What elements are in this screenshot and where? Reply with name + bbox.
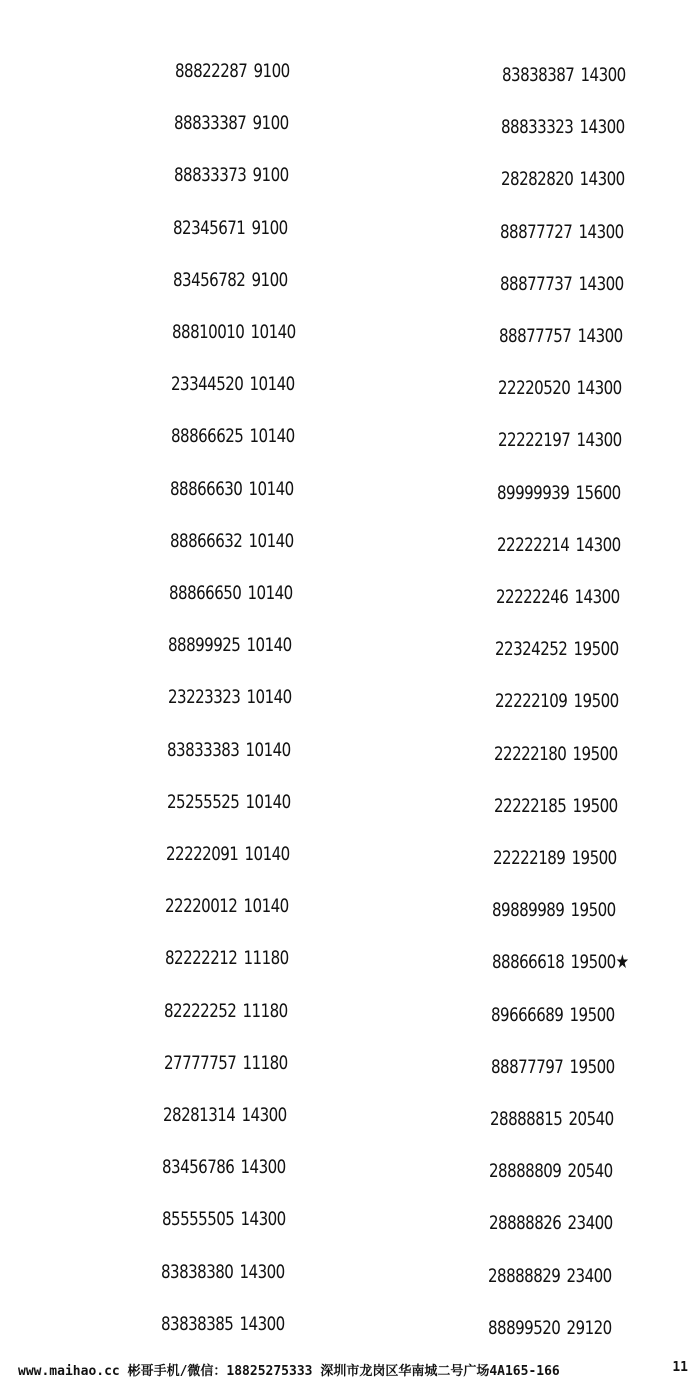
phone-number: 27777757 xyxy=(163,1051,236,1074)
number-price-row xyxy=(487,1316,612,1339)
phone-number: 28888826 xyxy=(488,1212,562,1235)
phone-number: 82345671 xyxy=(173,216,246,239)
phone-number: 88899520 xyxy=(487,1316,560,1339)
phone-number: 22222109 xyxy=(494,690,568,713)
phone-number: 22222185 xyxy=(493,794,566,817)
number-price-row xyxy=(171,427,295,446)
number-price-row xyxy=(165,897,289,916)
price-value: 9100 xyxy=(253,60,290,82)
phone-number: 22222180 xyxy=(494,742,567,765)
number-price-row xyxy=(496,588,620,607)
price-value: 10140 xyxy=(249,425,295,448)
phone-number: 88866650 xyxy=(169,582,242,604)
number-price-row xyxy=(501,118,625,137)
number-price-row xyxy=(175,62,290,81)
price-value: 11180 xyxy=(242,999,288,1022)
phone-number: 83838380 xyxy=(161,1260,234,1283)
price-value: 15600 xyxy=(575,481,621,504)
number-price-row xyxy=(163,1106,287,1125)
number-price-row xyxy=(163,1051,288,1074)
phone-number: 89999939 xyxy=(497,481,570,504)
price-value: 23400 xyxy=(566,1264,612,1287)
number-price-row xyxy=(494,742,618,765)
phone-number: 22222197 xyxy=(497,429,571,452)
number-price-row xyxy=(493,794,618,817)
number-price-row xyxy=(502,66,626,85)
number-price-row xyxy=(493,849,617,868)
price-value: 20540 xyxy=(568,1108,614,1130)
price-value: 14300 xyxy=(580,64,626,86)
phone-number: 83838387 xyxy=(502,64,575,86)
number-price-row xyxy=(169,584,293,603)
number-price-row xyxy=(160,1312,285,1335)
price-value: 14300 xyxy=(240,1156,287,1179)
phone-number: 88833373 xyxy=(173,164,247,187)
price-value: 14300 xyxy=(579,116,626,139)
price-value: 14300 xyxy=(239,1312,285,1335)
number-price-row xyxy=(174,166,289,185)
price-value: 14300 xyxy=(241,1104,287,1126)
number-price-row xyxy=(501,170,625,189)
number-price-row xyxy=(173,216,288,239)
phone-number: 88877727 xyxy=(500,220,573,243)
number-price-row xyxy=(174,114,289,133)
phone-number: 88866625 xyxy=(170,425,244,448)
price-value: 14300 xyxy=(240,1208,286,1231)
price-value: 14300 xyxy=(574,586,620,608)
number-price-row xyxy=(161,1260,285,1283)
price-value: 29120 xyxy=(566,1316,612,1339)
phone-number: 88877737 xyxy=(499,272,572,295)
phone-number: 83833383 xyxy=(167,738,240,761)
number-price-row xyxy=(492,953,629,972)
price-value: 9100 xyxy=(252,164,289,187)
number-price-row xyxy=(168,636,292,655)
price-value: 14300 xyxy=(578,272,624,295)
price-value: 10140 xyxy=(246,686,292,709)
phone-number: 88833387 xyxy=(174,112,247,135)
price-value: 19500 xyxy=(571,847,617,869)
footer-contact-text: www.maihao.cc 彬哥手机/微信：18825275333 深圳市龙岗区华南城二号广场4A165-166 xyxy=(18,1364,560,1379)
number-price-row xyxy=(172,268,288,291)
phone-number: 22220520 xyxy=(498,377,571,400)
phone-number: 83838385 xyxy=(160,1312,233,1335)
number-price-row xyxy=(498,431,622,450)
price-value: 10140 xyxy=(244,843,290,865)
price-value: 10140 xyxy=(249,373,296,396)
price-value: 14300 xyxy=(239,1260,285,1283)
phone-number: 88810010 xyxy=(172,321,245,343)
phone-number: 88899925 xyxy=(168,634,241,657)
price-value: 11180 xyxy=(242,1051,288,1074)
number-price-row xyxy=(488,1264,612,1287)
phone-number: 82222252 xyxy=(164,999,237,1022)
number-price-row xyxy=(171,375,295,394)
phone-number: 22220012 xyxy=(165,895,238,918)
phone-number: 25255525 xyxy=(166,790,239,813)
price-value: 10140 xyxy=(245,738,291,761)
price-value: 9100 xyxy=(252,112,290,135)
price-value: 19500 xyxy=(569,1003,615,1026)
number-price-row xyxy=(169,529,294,552)
price-value: 10140 xyxy=(246,634,293,657)
price-value: 14300 xyxy=(578,220,624,243)
number-price-row xyxy=(490,1110,614,1129)
price-value: 14300 xyxy=(577,325,623,347)
phone-number: 22222246 xyxy=(496,586,569,608)
price-value: 10140 xyxy=(248,477,294,500)
phone-number: 88877797 xyxy=(490,1055,563,1078)
price-value: 20540 xyxy=(567,1160,614,1183)
number-price-row xyxy=(489,1162,613,1181)
page-number: 11 xyxy=(672,1360,688,1375)
phone-number: 82222212 xyxy=(164,947,238,970)
price-value: 19500 xyxy=(573,690,619,713)
price-value: 10140 xyxy=(247,582,293,604)
number-price-row xyxy=(166,845,290,864)
number-price-row xyxy=(165,949,289,968)
price-value: 19500★ xyxy=(570,951,629,974)
page-footer xyxy=(18,1360,688,1379)
number-price-row xyxy=(166,790,291,813)
price-value: 14300 xyxy=(576,429,622,452)
phone-number: 22222214 xyxy=(496,533,569,556)
phone-number: 88866632 xyxy=(169,529,242,552)
number-price-row xyxy=(168,688,292,707)
phone-number: 22324252 xyxy=(495,638,568,661)
phone-number: 28281314 xyxy=(163,1104,236,1126)
phone-number: 23344520 xyxy=(171,373,244,396)
phone-number: 83456782 xyxy=(172,268,245,291)
phone-number: 89666689 xyxy=(491,1003,564,1026)
number-price-row xyxy=(497,481,621,504)
price-value: 23400 xyxy=(567,1212,613,1235)
phone-number: 88866618 xyxy=(491,951,565,974)
price-value: 10140 xyxy=(248,529,294,552)
number-price-row xyxy=(499,272,624,295)
price-value: 9100 xyxy=(251,268,288,291)
phone-number: 22222091 xyxy=(166,843,239,865)
phone-number: 85555505 xyxy=(161,1208,235,1231)
number-price-row xyxy=(167,738,291,761)
price-value: 10140 xyxy=(250,321,296,343)
phone-number: 88822287 xyxy=(175,60,248,82)
phone-number: 88877757 xyxy=(499,325,572,347)
price-value: 19500 xyxy=(573,638,620,661)
price-value: 11180 xyxy=(243,947,289,970)
price-value: 19500 xyxy=(569,1055,615,1078)
price-value: 19500 xyxy=(572,794,618,817)
phone-number: 88866630 xyxy=(170,477,243,500)
phone-number: 28888815 xyxy=(490,1108,563,1130)
number-price-row xyxy=(164,999,288,1022)
price-value: 14300 xyxy=(576,377,623,400)
number-price-row xyxy=(499,327,623,346)
number-price-row xyxy=(491,1003,615,1026)
phone-number: 83456786 xyxy=(162,1156,235,1179)
price-value: 9100 xyxy=(251,216,288,239)
phone-number: 22222189 xyxy=(493,847,566,869)
number-price-row xyxy=(170,477,294,500)
price-value: 10140 xyxy=(243,895,290,918)
phone-number: 89889989 xyxy=(492,899,565,922)
number-price-row xyxy=(498,379,622,398)
price-value: 14300 xyxy=(575,533,621,556)
price-value: 14300 xyxy=(579,168,625,191)
price-value: 10140 xyxy=(245,790,291,813)
phone-number: 28282820 xyxy=(500,168,574,191)
number-price-row xyxy=(162,1210,286,1229)
phone-number: 23223323 xyxy=(167,686,241,709)
number-price-row xyxy=(172,323,296,342)
number-price-row xyxy=(490,1055,615,1078)
number-price-row xyxy=(495,692,619,711)
number-price-row xyxy=(496,533,621,556)
price-value: 19500 xyxy=(570,899,617,922)
number-price-row xyxy=(162,1158,286,1177)
number-price-row xyxy=(495,640,619,659)
number-price-row xyxy=(489,1214,613,1233)
phone-number: 28888809 xyxy=(489,1160,562,1183)
number-price-row xyxy=(500,220,624,243)
phone-number: 88833323 xyxy=(501,116,574,139)
phone-number: 28888829 xyxy=(488,1264,561,1287)
number-price-row xyxy=(492,901,616,920)
price-value: 19500 xyxy=(572,742,618,765)
